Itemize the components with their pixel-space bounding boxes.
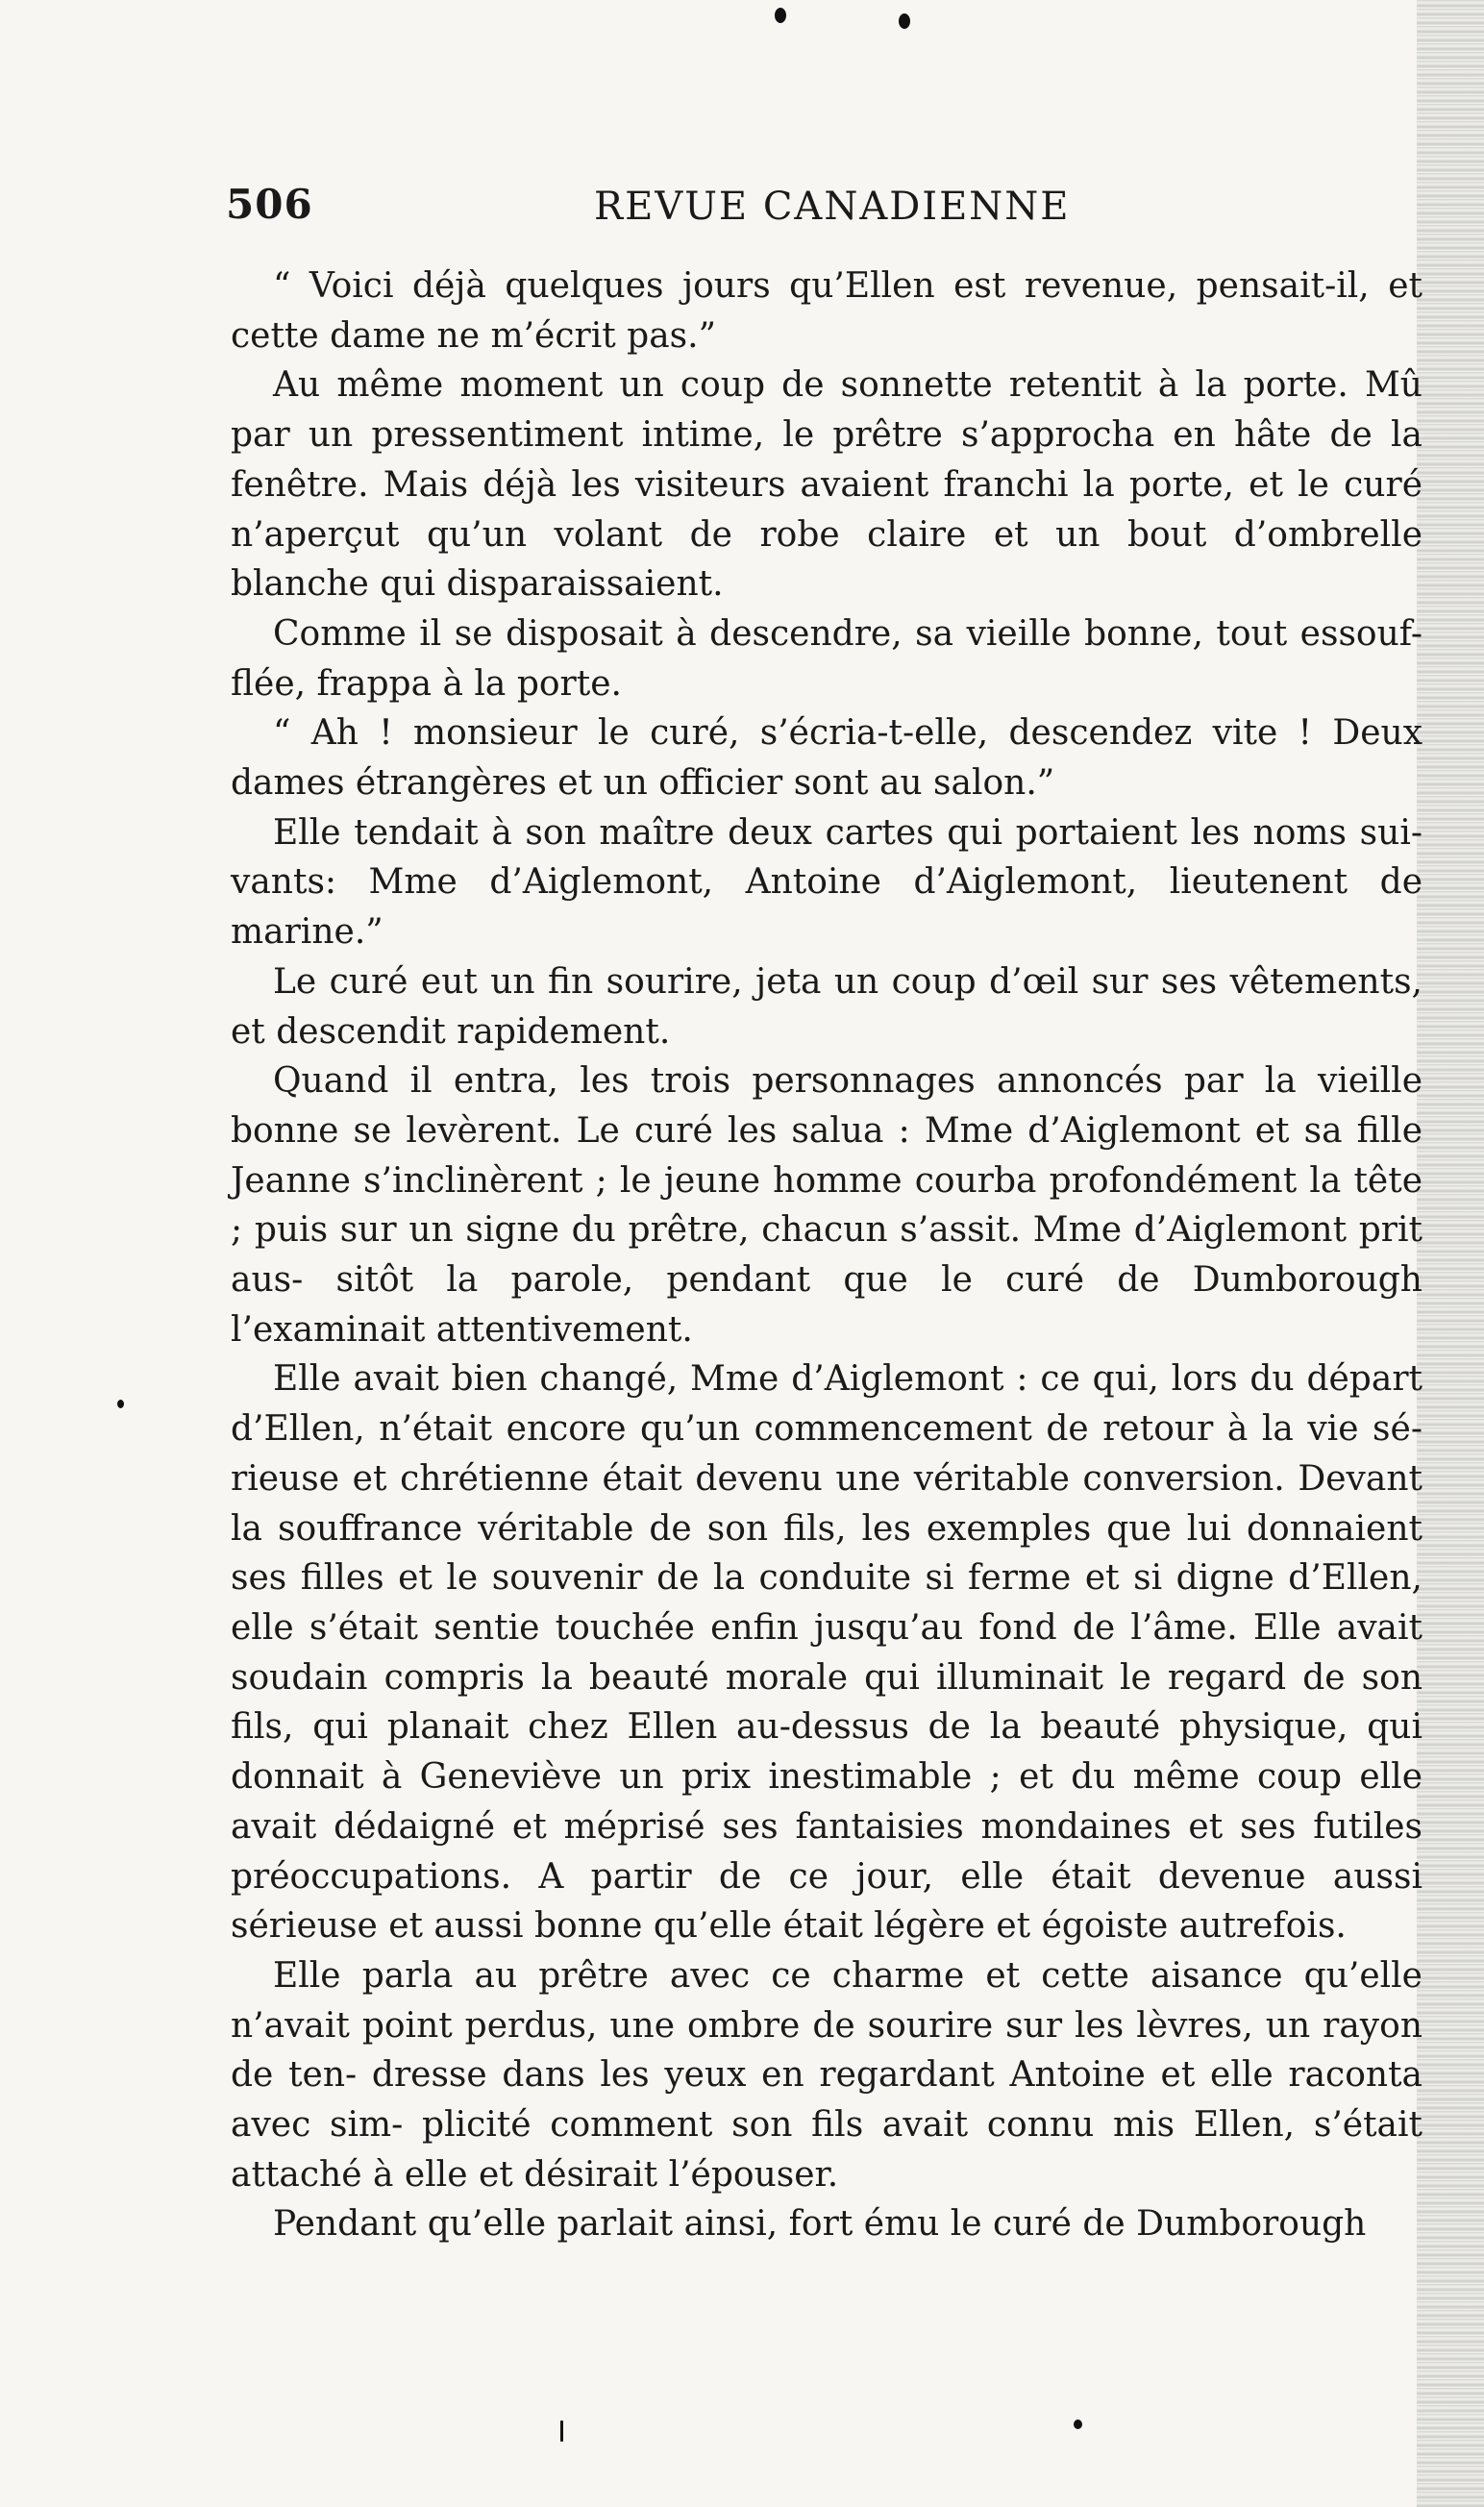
paragraph: Comme il se disposait à descendre, sa vieille bonne, tout essouf- flée, frappa à la porte. bbox=[231, 613, 1422, 704]
ink-speck bbox=[1074, 2420, 1082, 2429]
ink-speck bbox=[117, 1400, 124, 1408]
page-header bbox=[226, 181, 1427, 238]
paragraph: Au même moment un coup de sonnette retentit à la porte. Mû par un pressentiment intime, le prêtre s’approcha en hâte de la fenêtre. Mais déjà les visiteurs avaient franchi la porte, et le curé n’aperçut qu’un volant de robe claire et un bout d’ombrelle blanche qui disparaissaient. bbox=[231, 365, 1422, 605]
ink-speck bbox=[775, 8, 786, 23]
ink-speck bbox=[560, 2420, 563, 2442]
ink-speck bbox=[899, 13, 910, 29]
paragraph: Elle avait bien changé, Mme d’Aiglemont : ce qui, lors du départ d’Ellen, n’était encore qu’un commencement de retour à la vie sé- rieuse et chrétienne était devenu une véritable conversion. Devant la souffrance véritable de son fils, les exemples que lui donnaient ses filles et le souvenir de la conduite si ferme et si digne d’Ellen, elle s’était sentie touchée enfin jusqu’au fond de l’âme. Elle avait soudain compris la beauté morale qui illuminait le regard de son fils, qui planait chez Ellen au-dessus de la beauté physique, qui donnait à Geneviève un prix inestimable ; et du même coup elle avait dédaigné et méprisé ses fantaisies mondaines et ses futiles préoccupations. A partir de ce jour, elle était devenue aussi sérieuse et aussi bonne qu’elle était légère et égoiste autrefois. bbox=[231, 1359, 1422, 1947]
page-number: 506 bbox=[226, 181, 313, 228]
scan-edge-shadow bbox=[1417, 0, 1484, 2507]
paragraph: Elle tendait à son maître deux cartes qui portaient les noms sui- vants: Mme d’Aiglemont, Antoine d’Aiglemont, lieutenent de marine.” bbox=[231, 812, 1422, 953]
running-head: REVUE CANADIENNE bbox=[594, 185, 1071, 229]
paragraph: Pendant qu’elle parlait ainsi, fort ému le curé de Dumborough bbox=[273, 2204, 1367, 2245]
body-text bbox=[231, 261, 1422, 2249]
paragraph: “ Voici déjà quelques jours qu’Ellen est revenue, pensait-il, et cette dame ne m’écrit pas.” bbox=[231, 266, 1422, 356]
paragraph: Quand il entra, les trois personnages annoncés par la vieille bonne se levèrent. Le curé les salua : Mme d’Aiglemont et sa fille Jeanne s’inclinèrent ; le jeune homme courba profondément la tête ; puis sur un signe du prêtre, chacun s’assit. Mme d’Aiglemont prit aus- sitôt la parole, pendant que le curé de Dumborough l’examinait attentivement. bbox=[231, 1061, 1422, 1350]
paragraph: Le curé eut un fin sourire, jeta un coup d’œil sur ses vêtements, et descendit rapidement. bbox=[231, 961, 1422, 1052]
paragraph: “ Ah ! monsieur le curé, s’écria-t-elle, descendez vite ! Deux dames étrangères et un officier sont au salon.” bbox=[231, 713, 1422, 804]
paragraph: Elle parla au prêtre avec ce charme et cette aisance qu’elle n’avait point perdus, une ombre de sourire sur les lèvres, un rayon de ten- dresse dans les yeux en regardant Antoine et elle raconta avec sim- plicité comment son fils avait connu mis Ellen, s’était attaché à elle et désirait l’épouser. bbox=[231, 1955, 1422, 2195]
